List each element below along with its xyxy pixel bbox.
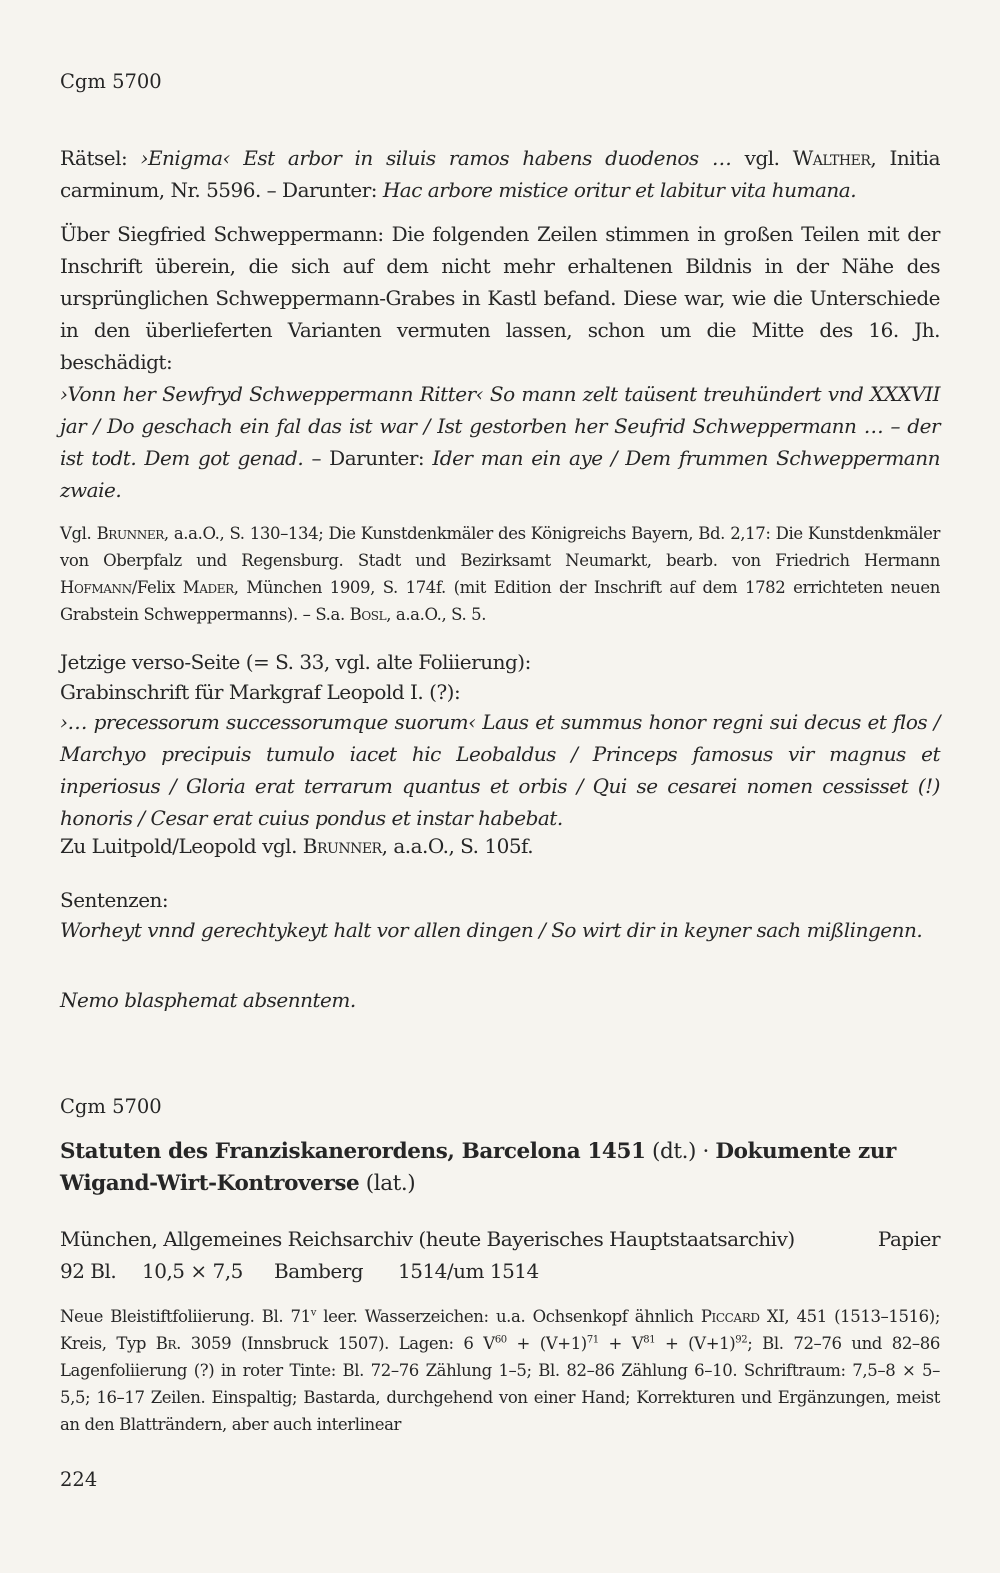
raetsel-paragraph: Rätsel: ›Enigma‹ Est arbor in siluis ramos habens duodenos … vgl. Walther, Initia carminum, Nr. 5596. – Darunter: Hac arbore mistice oritur et labitur vita humana. — [60, 146, 940, 202]
repository: München, Allgemeines Reichsarchiv (heute Bayerisches Hauptstaatsarchiv) — [60, 1227, 795, 1251]
date: 1514/um 1514 — [398, 1259, 539, 1283]
sentenzen-label: Sentenzen: — [60, 888, 169, 912]
literature-paragraph: Vgl. Brunner, a.a.O., S. 130–134; Die Kunstdenkmäler des Königreichs Bayern, Bd. 2,17: Die Kunstdenkmäler von Oberpfalz und Regensburg. Stadt und Bezirksamt Neumarkt, bearb. von Friedrich Hermann Hofmann/Felix Mader, München 1909, S. 174f. (mit Edition der Inschrift auf dem 1782 errichteten neuen Grabstein Schweppermanns). – S.a. Bosl, a.a.O., S. 5. — [60, 524, 940, 624]
author-walther: Walther — [792, 146, 871, 170]
repository-line — [60, 1223, 940, 1255]
grabinschrift-verse: ›… precessorum successorumque suorum‹ Laus et summus honor regni sui decus et flos / Marchyo precipuis tumulo iacet hic Leobaldus / Princeps famosus vir magnus et inperiosus / Gloria erat terrarum quantus et orbis / Qui se cesarei nomen cessisset (!) honoris / Cesar erat cuius pondus et instar habebat. — [60, 710, 940, 830]
raetsel-darunter: Hac arbore mistice oritur et labitur vita humana. — [382, 178, 857, 202]
raetsel-quote: Est arbor in siluis ramos habens duodenos … — [243, 146, 732, 170]
material: Papier — [877, 1227, 940, 1251]
entry-shelfmark: Cgm 5700 — [60, 1095, 162, 1118]
schweppermann-verse: ›Vonn her Sewfryd Schweppermann Ritter‹ So mann zelt taüsent treuhündert vnd XXXVII jar / Do geschach ein fal das ist war / Ist gestorben her Seufrid Schweppermann … – der ist todt. Dem got genad. – Darunter: Ider man ein aye / Dem frummen Schweppermann zwaie. — [60, 382, 940, 502]
page-number: 224 — [60, 1468, 98, 1491]
place: Bamberg — [274, 1259, 364, 1283]
luitpold-ref: Zu Luitpold/Leopold vgl. Brunner, a.a.O., S. 105f. — [60, 834, 534, 858]
sentenzen-line-1: Worheyt vnnd gerechtykeyt halt vor allen dingen / So wirt dir in keyner sach mißlingenn. — [60, 918, 923, 942]
sentenzen-line-2: Nemo blasphemat absenntem. — [60, 988, 356, 1012]
grabinschrift-line: Grabinschrift für Markgraf Leopold I. (?): — [60, 680, 461, 704]
running-head: Cgm 5700 — [60, 70, 162, 93]
codicology-line — [60, 1255, 940, 1287]
raetsel-label: Rätsel: — [60, 146, 141, 170]
leaves: 92 Bl. — [60, 1259, 117, 1283]
schweppermann-intro: Über Siegfried Schweppermann: Die folgenden Zeilen stimmen in großen Teilen mit der Inschrift überein, die sich auf dem nicht mehr erhaltenen Bildnis in der Nähe des ursprünglichen Schweppermann-Grabes in Kastl befand. Diese war, wie die Unterschiede in den überlieferten Varianten vermuten lassen, schon um die Mitte des 16. Jh. beschädigt: — [60, 222, 940, 374]
verso-line: Jetzige verso-Seite (= S. 33, vgl. alte Foliierung): — [60, 650, 531, 674]
size: 10,5 × 7,5 — [142, 1259, 243, 1283]
entry-title: Statuten des Franziskanerordens, Barcelona 1451 (dt.) · Dokumente zur Wigand-Wirt-Kontroverse (lat.) — [60, 1139, 896, 1196]
description-paragraph: Neue Bleistiftfoliierung. Bl. 71$^v$ leer. Wasserzeichen: u.a. Ochsenkopf ähnlich Piccard XI, 451 (1513–1516); Kreis, Typ Br. 3059 (Innsbruck 1507). Lagen: 6 $V^{60} + (V+1)^{71} + V^{81} + (V+1)^{92}$; Bl. 72–76 und 82–86 Lagenfoliierung (?) in roter Tinte: Bl. 72–76 Zählung 1–5; Bl. 82–86 Zählung 6–10. Schriftraum: 7,5–8 × 5–5,5; 16–17 Zeilen. Einspaltig; Bastarda, durchgehend von einer Hand; Korrekturen und Ergänzungen, meist an den Blatträndern, aber auch interlinear — [60, 1307, 940, 1434]
raetsel-enigma: ›Enigma‹ — [140, 146, 231, 170]
